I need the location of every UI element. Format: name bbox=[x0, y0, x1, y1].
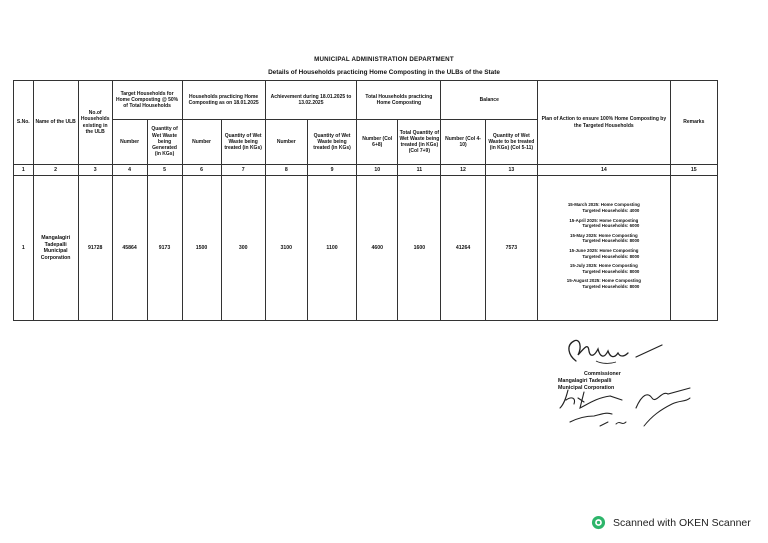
plan-date: 15-May 2025: Home Composting bbox=[570, 232, 638, 238]
col-num: 10 bbox=[357, 165, 398, 176]
header-plan: Plan of Action to ensure 100% Home Composting by the Targeted Households bbox=[538, 81, 671, 165]
col-num: 8 bbox=[265, 165, 307, 176]
cell-households: 91728 bbox=[78, 176, 112, 321]
handwritten-initials bbox=[540, 378, 700, 438]
cell-achievement-number: 3100 bbox=[265, 176, 307, 321]
col-num: 12 bbox=[441, 165, 485, 176]
header-target-group: Target Households for Home Composting @ 50% of Total Households bbox=[112, 81, 182, 120]
header-balance-qty: Quantity of Wet Waste to be treated (in KGs) (Col 5-11) bbox=[485, 120, 537, 165]
header-practicing-group: Households practicing Home Composting as on 18.01.2025 bbox=[182, 81, 265, 120]
header-balance-group: Balance bbox=[441, 81, 538, 120]
header-practicing-number: Number bbox=[182, 120, 221, 165]
col-num: 14 bbox=[538, 165, 671, 176]
col-num: 3 bbox=[78, 165, 112, 176]
header-ulb-name: Name of the ULB bbox=[33, 81, 78, 165]
plan-item bbox=[539, 278, 669, 289]
plan-date: 15-April 2025: Home Composting bbox=[569, 217, 639, 223]
col-num: 5 bbox=[147, 165, 182, 176]
col-num: 11 bbox=[398, 165, 441, 176]
scanner-label: Scanned with OKEN Scanner bbox=[613, 516, 751, 529]
column-number-row bbox=[14, 165, 718, 176]
plan-date: 15-June 2025: Home Composting bbox=[569, 248, 639, 253]
cell-target-qty: 9173 bbox=[147, 176, 182, 321]
plan-target: Targeted Households: 8000 bbox=[582, 283, 640, 289]
signatory-office: Mangalagiri Tadepalli bbox=[558, 378, 612, 385]
plan-date: 15-March 2025: Home Composting bbox=[567, 202, 640, 208]
oken-logo-icon bbox=[591, 515, 606, 530]
plan-target: Targeted Households: 6000 bbox=[582, 223, 640, 229]
col-num: 6 bbox=[182, 165, 221, 176]
scanner-watermark bbox=[591, 515, 751, 530]
header-achievement-qty: Quantity of Wet Waste being treated (in KGs) bbox=[307, 120, 356, 165]
col-num: 7 bbox=[221, 165, 265, 176]
plan-item bbox=[539, 233, 669, 244]
cell-achievement-qty: 1100 bbox=[307, 176, 356, 321]
report-subtitle: Details of Households practicing Home Composting in the ULBs of the State bbox=[268, 69, 500, 76]
cell-total-number: 4600 bbox=[357, 176, 398, 321]
cell-practicing-qty: 300 bbox=[221, 176, 265, 321]
plan-target: Targeted Households: 8000 bbox=[582, 238, 640, 244]
header-balance-number: Number (Col 4-10) bbox=[441, 120, 485, 165]
header-practicing-qty: Quantity of Wet Waste being treated (in KGs) bbox=[221, 120, 265, 165]
cell-target-number: 45864 bbox=[112, 176, 147, 321]
cell-remarks bbox=[670, 176, 717, 321]
cell-practicing-number: 1500 bbox=[182, 176, 221, 321]
cell-total-qty: 1600 bbox=[398, 176, 441, 321]
households-table bbox=[13, 80, 718, 321]
header-target-qty: Quantity of Wet Waste being Generated (in KGs) bbox=[147, 120, 182, 165]
header-target-number: Number bbox=[112, 120, 147, 165]
col-num: 13 bbox=[485, 165, 537, 176]
plan-item bbox=[539, 202, 669, 213]
table-row bbox=[14, 176, 718, 321]
header-total-qty: Total Quantity of Wet Waste being treated (in KGs) (Col 7+9) bbox=[398, 120, 441, 165]
header-households: No.of Households existing in the ULB bbox=[78, 81, 112, 165]
plan-date: 15-August 2025: Home Composting bbox=[566, 278, 641, 284]
cell-balance-qty: 7573 bbox=[485, 176, 537, 321]
plan-item bbox=[539, 218, 669, 229]
header-achievement-group: Achievement during 18.01.2025 to 13.02.2025 bbox=[265, 81, 356, 120]
plan-target: Targeted Households: 8000 bbox=[582, 253, 640, 259]
cell-balance-number: 41264 bbox=[441, 176, 485, 321]
plan-item bbox=[539, 248, 669, 259]
plan-target: Targeted Households: 8000 bbox=[582, 268, 640, 274]
department-title: MUNICIPAL ADMINISTRATION DEPARTMENT bbox=[314, 56, 454, 63]
commissioner-signature bbox=[558, 333, 668, 371]
col-num: 15 bbox=[670, 165, 717, 176]
header-sno: S.No. bbox=[14, 81, 34, 165]
col-num: 1 bbox=[14, 165, 34, 176]
cell-sno: 1 bbox=[14, 176, 34, 321]
header-total-group: Total Households practicing Home Composting bbox=[357, 81, 441, 120]
header-total-number: Number (Col 6+8) bbox=[357, 120, 398, 165]
header-remarks: Remarks bbox=[670, 81, 717, 165]
signatory-designation: Commissioner bbox=[584, 371, 621, 377]
col-num: 9 bbox=[307, 165, 356, 176]
col-num: 4 bbox=[112, 165, 147, 176]
col-num: 2 bbox=[33, 165, 78, 176]
signatory-corporation: Municipal Corporation bbox=[558, 385, 615, 392]
cell-plan bbox=[538, 176, 671, 321]
plan-item bbox=[539, 263, 669, 274]
cell-ulb: Mangalagiri Tadepalli Municipal Corporation bbox=[33, 176, 78, 321]
plan-date: 15-July 2025: Home Composting bbox=[569, 263, 638, 269]
header-achievement-number: Number bbox=[265, 120, 307, 165]
plan-target: Targeted Households: 4000 bbox=[582, 207, 640, 213]
